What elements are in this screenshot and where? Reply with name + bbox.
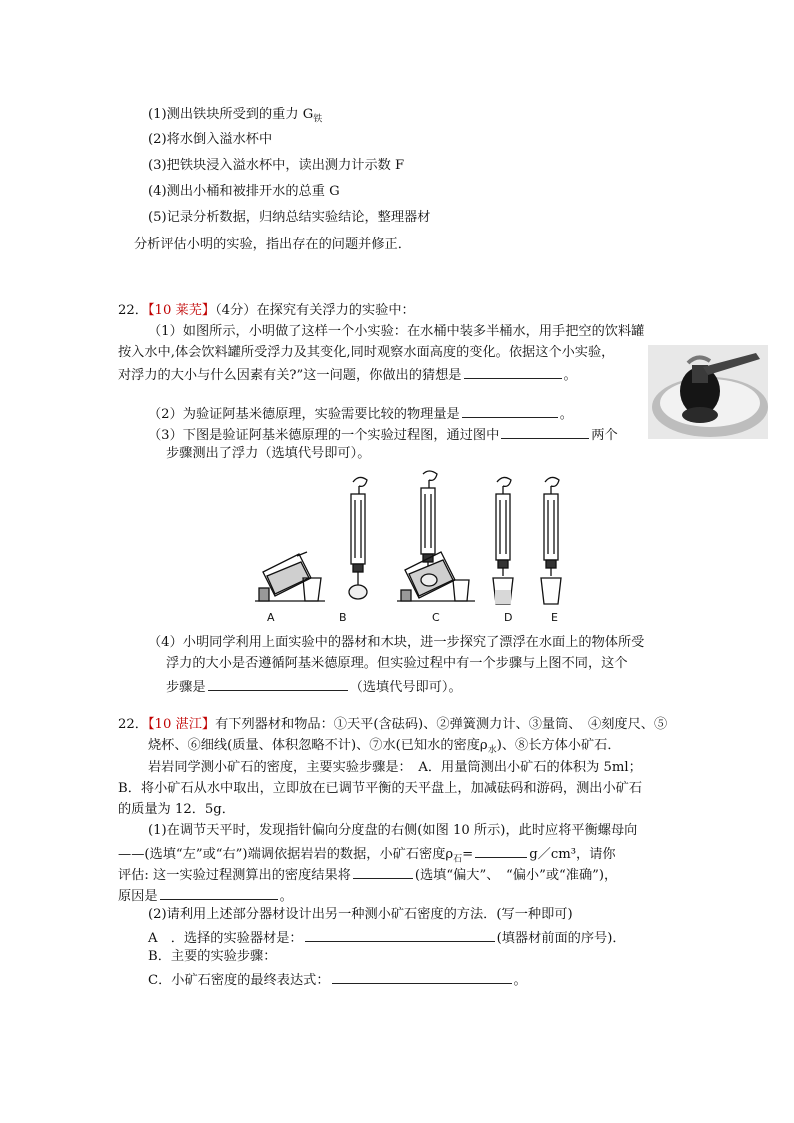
q22b-part2-c: C．小矿石密度的最终表达式： 。 [148, 969, 527, 990]
figure-label-b: B [339, 611, 347, 624]
q22a-part3-cont: 步骤测出了浮力（选填代号即可）。 [166, 446, 371, 461]
q22b-part2-b: B．主要的实验步骤： [148, 949, 277, 964]
q22b-part1-line1: (1)在调节天平时，发现指针偏向分度盘的右侧(如图 10 所示)，此时应将平衡螺母向 [148, 823, 638, 838]
q22b-part2-a: A ．选择的实验器材是： (填器材前面的序号)． [148, 927, 626, 948]
figure-label-a: A [267, 611, 275, 624]
q22b-part2-intro: (2)请利用上述部分器材设计出另一种测小矿石密度的方法．(写一种即可) [148, 907, 573, 922]
step-3: (3)把铁块浸入溢水杯中，读出测力计示数 F [148, 158, 405, 173]
figure-label-d: D [504, 611, 513, 624]
q22b-part1-line2: ——(选填“左”或“右”)端调依据岩岩的数据，小矿石密度$\rho_石=$ g／cm³，请你 [118, 843, 616, 869]
q22b-line3: 岩岩同学测小矿石的密度，主要实验步骤是： A．用量筒测出小矿石的体积为 5ml； [148, 760, 642, 775]
q22a-line1: （1）如图所示，小明做了这样一个小实验：在水桶中装多半桶水，用手把空的饮料罐 [148, 324, 645, 339]
answer-blank[interactable] [305, 927, 495, 942]
step-4: (4)测出小桶和被排开水的总重 G [148, 184, 340, 199]
step-1: (1)测出铁块所受到的重力 $G_铁$ [148, 107, 323, 125]
answer-blank[interactable] [501, 424, 589, 439]
q22b-part1-line3: 评估: 这一实验过程测算出的密度结果将 (选填“偏大”、 “偏小”或“准确”)， [118, 864, 617, 885]
q22a-header: 22．【10 莱芜】（4分）在探究有关浮力的实验中： [118, 303, 415, 318]
q22b-line5: 的质量为 12．5g． [118, 802, 235, 817]
archimedes-experiment-figure [255, 470, 575, 625]
source-tag: 【10 湛江】 [147, 717, 216, 732]
q22a-part3: （3）下图是验证阿基米德原理的一个实验过程图，通过图中 两个 [148, 424, 618, 445]
answer-blank[interactable] [332, 969, 512, 984]
q22b-line2: 烧杯、⑥细线(质量、体积忽略不计)、⑦水(已知水的密度$\rho_水$)、⑧长方体小矿石． [148, 738, 621, 756]
step-5: (5)记录分析数据，归纳总结实验结论，整理器材 [148, 210, 431, 225]
answer-blank[interactable] [462, 403, 558, 418]
source-tag: 【10 莱芜】 [147, 303, 216, 318]
q22a-part4-line2: 浮力的大小是否遵循阿基米德原理。但实验过程中有一个步骤与上图不同，这个 [166, 656, 628, 671]
q22b-part1-line4: 原因是 。 [118, 885, 293, 906]
q22a-line2: 按入水中,体会饮料罐所受浮力及其变化,同时观察水面高度的变化。依据这个小实验， [118, 345, 615, 360]
q22a-line3: 对浮力的大小与什么因素有关?”这一问题，你做出的猜想是 。 [118, 364, 577, 385]
q22b-line4: B．将小矿石从水中取出，立即放在已调节平衡的天平盘上，加减砝码和游码，测出小矿石 [118, 781, 642, 796]
bucket-can-photo [648, 345, 768, 439]
analysis-prompt: 分析评估小明的实验，指出存在的问题并修正． [134, 237, 411, 252]
q22a-part4-line3: 步骤是 （选填代号即可）。 [166, 676, 462, 697]
subscript-iron: 铁 [313, 114, 323, 125]
q22b-header: 22．【10 湛江】有下列器材和物品：①天平(含砝码)、②弹簧测力计、③量筒、 ④刻度尺、⑤ [118, 717, 668, 732]
q22a-part4-line1: （4）小明同学利用上面实验中的器材和木块，进一步探究了漂浮在水面上的物体所受 [148, 635, 645, 650]
figure-label-c: C [432, 611, 440, 624]
step-2: (2)将水倒入溢水杯中 [148, 132, 273, 147]
answer-blank[interactable] [464, 364, 562, 379]
answer-blank[interactable] [475, 843, 527, 858]
q22a-part2: （2）为验证阿基米德原理，实验需要比较的物理量是 。 [148, 403, 573, 424]
answer-blank[interactable] [160, 885, 278, 900]
answer-blank[interactable] [208, 676, 348, 691]
figure-label-e: E [551, 611, 558, 624]
answer-blank[interactable] [353, 864, 413, 879]
